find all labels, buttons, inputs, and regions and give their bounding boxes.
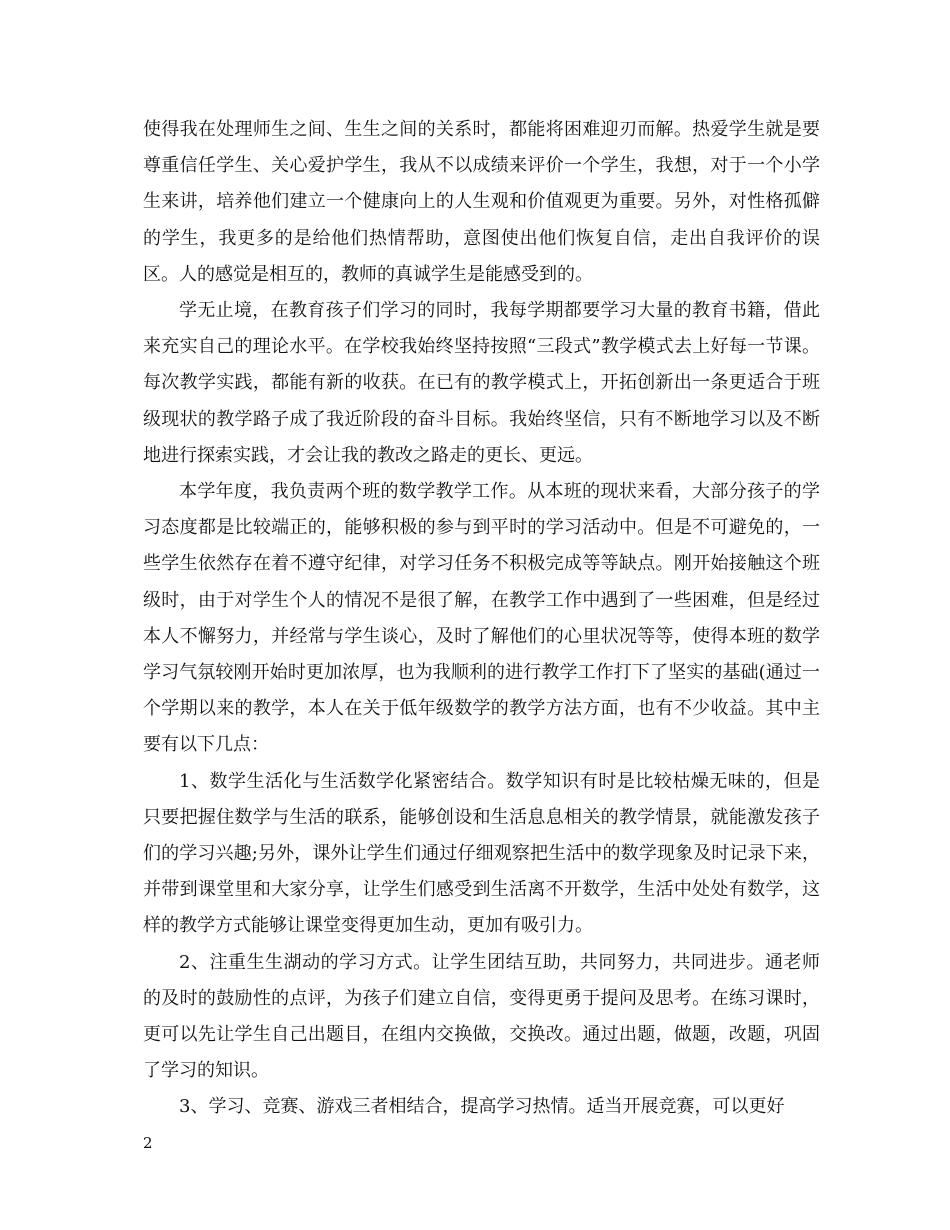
page-number: 2 (143, 1134, 153, 1152)
paragraph-3: 本学年度，我负责两个班的数学教学工作。从本班的现状来看，大部分孩子的学习态度都是比较端正的，能够积极的参与到平时的学习活动中。但是不可避免的，一些学生依然存在着不遵守纪律，对学习任务不积极完成等等缺点。刚开始接触这个班级时，由于对学生个人的情况不是很了解，在教学工作中遇到了一些困难，但是经过本人不懈努力，并经常与学生谈心，及时了解他们的心里状况等等，使得本班的数学学习气氛较刚开始时更加浓厚，也为我顺利的进行教学工作打下了坚实的基础(通过一个学期以来的教学，本人在关于低年级数学的教学方法方面，也有不少收益。其中主要有以下几点： (143, 481, 820, 756)
paragraph-4: 1、数学生活化与生活数学化紧密结合。数学知识有时是比较枯燥无味的，但是只要把握住数学与生活的联系，能够创设和生活息息相关的教学情景，就能激发孩子们的学习兴趣;另外，课外让学生们通过仔细观察把生活中的数学现象及时记录下来，并带到课堂里和大家分享，让学生们感受到生活离不开数学，生活中处处有数学，这样的教学方式能够让课堂变得更加生动，更加有吸引力。 (143, 770, 820, 937)
paragraph-2: 学无止境，在教育孩子们学习的同时，我每学期都要学习大量的教育书籍，借此来充实自己的理论水平。在学校我始终坚持按照“三段式”教学模式去上好每一节课。每次教学实践，都能有新的收获。在已有的教学模式上，开拓创新出一条更适合于班级现状的教学路子成了我近阶段的奋斗目标。我始终坚信，只有不断地学习以及不断地进行探索实践，才会让我的教改之路走的更长、更远。 (143, 300, 820, 466)
paragraph-5: 2、注重生生湖动的学习方式。让学生团结互助，共同努力，共同进步。通老师的及时的鼓励性的点评，为孩子们建立自信，变得更勇于提问及思考。在练习课时，更可以先让学生自己出题目，在组内交换做，交换改。通过出题，做题，改题，巩固了学习的知识。 (143, 951, 820, 1082)
paragraph-1: 使得我在处理师生之间、生生之间的关系时，都能将困难迎刃而解。热爱学生就是要尊重信任学生、关心爱护学生，我从不以成绩来评价一个学生，我想，对于一个小学生来讲，培养他们建立一个健康向上的人生观和价值观更为重要。另外，对性格孤僻的学生，我更多的是给他们热情帮助，意图使出他们恢复自信，走出自我评价的误区。人的感觉是相互的，教师的真诚学生是能感受到的。 (143, 119, 820, 285)
document-body (143, 112, 820, 1126)
paragraph-6: 3、学习、竞赛、游戏三者相结合，提高学习热情。适当开展竞赛，可以更好 (179, 1096, 785, 1118)
